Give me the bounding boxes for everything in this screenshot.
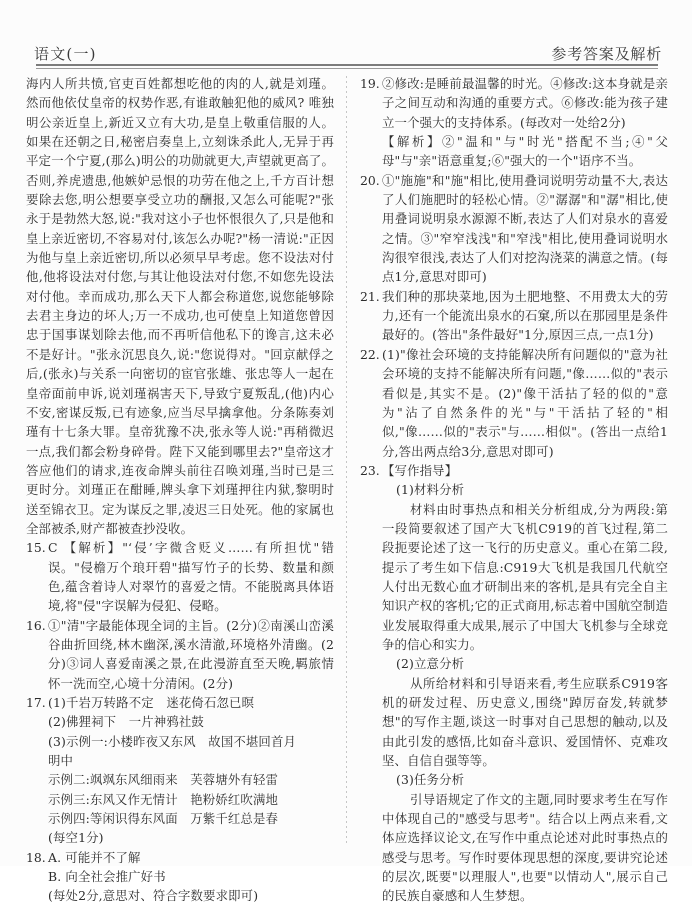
answer-item-18 bbox=[26, 848, 334, 867]
rule-thin bbox=[36, 68, 658, 69]
answer-text-18-line-2: (每处2分,意思对、符合字数要求即可) bbox=[48, 888, 259, 904]
answer-item-16 bbox=[26, 616, 334, 693]
answer-text-16: ①"清"字最能体现全词的主旨。(2分)②南溪山峦溪谷曲折回绕,林木幽深,溪水清澈,环境格外清幽。(2分)③词人喜爱南溪之景,在此漫游直至天晚,羁旅情怀一洗而空,心境十分清闲。(2分) bbox=[48, 617, 334, 691]
header-subtitle: 参考答案及解析 bbox=[551, 44, 662, 63]
answer-text-20: ①"施施"和"施"相比,使用叠词说明劳动量不大,表达了人们施肥时的轻松心情。②"潺潺"和"潺"相比,使用叠词说明泉水源源不断,表达了人们对泉水的喜爱之情。③"窄窄浅浅"和"窄浅"相比,使用叠词说明水沟很窄很浅,表达了人们对挖沟浇菜的满意之情。(每点1分,意思对即可) bbox=[382, 172, 668, 285]
answer-text-17-line-1: (2)佛狸祠下 一片神鸦社鼓 bbox=[48, 714, 204, 730]
writing-guidance-sub3-text: 引导语规定了作文的主题,同时要求考生在写作中体现自己的"感受与思考"。结合以上两点来看,文体应选择议论文,在写作中重点论述对此时事热点的感受与思考。写作时要体现思想的深度,要讲究论述的层次,既要"以理服人",也要"以情动人",展示自己的民族自豪感和人生梦想。 bbox=[382, 791, 668, 904]
answer-item-23 bbox=[360, 461, 668, 480]
answer-text-17-line-4: 示例二:飒飒东风细雨来 芙蓉塘外有轻雷 bbox=[48, 772, 279, 788]
answer-item-21 bbox=[360, 287, 668, 345]
answer-text-17-line-3: 明中 bbox=[48, 753, 74, 769]
answer-text-18-line-1: B. 向全社会推广好书 bbox=[48, 869, 166, 885]
answer-number-21: 21. bbox=[360, 288, 380, 304]
answer-text-19: ②修改:是睡前最温馨的时光。④修改:这本身就是亲子之间互动和沟通的重要方式。⑥修改:能为孩子建立一个强大的支持体系。(每改对一处给2分) bbox=[382, 76, 668, 130]
answer-item-17 bbox=[26, 693, 334, 712]
page-title: 语文(一) bbox=[34, 44, 97, 63]
answer-number-23: 23. bbox=[360, 462, 380, 478]
answer-item-22 bbox=[360, 345, 668, 461]
column-divider bbox=[346, 76, 347, 846]
header-divider-rule bbox=[36, 64, 658, 69]
answer-number-18: 18. bbox=[26, 849, 46, 865]
answer-analysis-19: 【解析】②"温和"与"时光"搭配不当;④"父母"与"亲"语意重复;⑥"强大的一个"语序不当。 bbox=[382, 134, 668, 169]
page-header bbox=[34, 28, 662, 62]
answer-text-17-line-7: (每空1分) bbox=[48, 830, 104, 846]
answer-number-17: 17. bbox=[26, 695, 46, 710]
answer-number-16: 16. bbox=[26, 617, 46, 633]
answer-number-20: 20. bbox=[360, 172, 380, 188]
answer-text-15: C 【解析】"‘侵’字微含贬义……有所担忧"错误。"侵檐万个琅玕碧"描写竹子的长势、数量和颜色,蕴含着诗人对翠竹的喜爱之情。不能脱离具体语境,将"侵"字误解为侵犯、侵略。 bbox=[48, 540, 334, 614]
writing-guidance-sub1-text: 材料由时事热点和相关分析组成,分为两段:第一段简要叙述了国产大飞机C919的首飞过程,第二段扼要论述了这一飞行的历史意义。重心在第二段,提示了考生如下信息:C919大飞机是我国几代航空人付出无数心血才研制出来的客机,是具有完全自主知识产权的客机;它的正式商用,标志着中国航空制造业发展取得重大成果,展示了中国大飞机参与全球竞争的信心和实力。 bbox=[382, 501, 668, 652]
answer-item-19 bbox=[360, 74, 668, 132]
writing-guidance-sub1-title: (1)材料分析 bbox=[396, 482, 465, 498]
answer-number-22: 22. bbox=[360, 346, 380, 362]
writing-guidance-sub2-title: (2)立意分析 bbox=[396, 656, 465, 672]
answer-item-20 bbox=[360, 171, 668, 287]
answer-number-19: 19. bbox=[360, 76, 380, 91]
right-column bbox=[360, 74, 668, 906]
answer-number-15: 15. bbox=[26, 540, 46, 556]
answer-text-18-line-0: A. 可能并不了解 bbox=[48, 849, 141, 865]
writing-guidance-sub2-text: 从所给材料和引导语来看,考生应联系C919客机的研发过程、历史意义,围绕"踔厉奋发,转就梦想"的写作主题,谈这一时事对自己思想的触动,以及由此引发的感悟,比如奋斗意识、爱国情怀、克难攻坚、自信自强等等。 bbox=[382, 675, 668, 769]
answer-text-17-line-5: 示例三:东风又作无情计 艳粉娇红吹满地 bbox=[48, 791, 279, 807]
answer-text-17-line-0: (1)千岩万转路不定 迷花倚石忽已暝 bbox=[48, 695, 255, 710]
answer-text-17-line-2: (3)示例一:小楼昨夜又东风 故国不堪回首月 bbox=[48, 733, 297, 749]
left-column bbox=[26, 74, 334, 906]
passage-translation: 海内人所共愤,官吏百姓都想吃他的肉的人,就是刘瑾。然而他依仗皇帝的权势作恶,有谁敢触犯他的威风? 唯独明公亲近皇上,新近又立有大功,是皇上敬重信服的人。如果在还朝之日,秘密启奏皇上,立刻诛杀此人,无异于再平定一个宁夏,(那么)明公的功勋就更大,声望就更高了。否则,养虎遗患,他嫉妒忌恨的功劳在他之上,千方百计想要除去您,明公想要享受立功的酬报,又怎么可能呢?"张永于是勃然大怒,说:"我对这小子也怀恨很久了,只是他和皇上亲近密切,不容易对付,该怎么办呢?"杨一清说:"正因为他与皇上亲近密切,所以必须早早考虑。您不设法对付他,他将设法对付您,与其让他设法对付您,不如您先设法对付他。幸而成功,那么天下人都会称道您,说您能够除去君主身边的坏人;万一不成功,也可使皇上知道您曾因忠于国事谋划除去他,而不再听信他私下的谗言,这未必不是好计。"张永沉思良久,说:"您说得对。"回京献俘之后,(张永)与关系一向密切的宦官张雄、张忠等人一起在皇帝面前申诉,说刘瑾祸害天下,导致宁夏叛乱,(他)内心不安,密谋反叛,已有迹象,应当尽早擒拿他。分条陈奏刘瑾有十七条大罪。皇帝犹豫不决,张永等人说:"再稍微迟一点,我们都会粉身碎骨。陛下又能到哪里去?"皇帝这才答应他们的请求,连夜命牌头前往召唤刘瑾,当时已是三更时分。刘瑾正在酣睡,牌头拿下刘瑾押往内狱,黎明时送至锦衣卫。定为谋反之罪,凌迟三日处死。他的家属也全部被杀,财产都被查抄没收。 bbox=[26, 76, 334, 536]
writing-guidance-heading: 【写作指导】 bbox=[382, 462, 458, 478]
answer-text-21: 我们种的那块菜地,因为土肥地整、不用费太大的劳力,还有一个能流出泉水的石窠,所以在那园里是条件最好的。(答出"条件最好"1分,原因三点,一点1分) bbox=[382, 288, 668, 343]
two-column-body bbox=[0, 74, 692, 904]
rule-thick bbox=[36, 64, 658, 66]
writing-guidance-sub3-title: (3)任务分析 bbox=[396, 772, 465, 788]
answer-text-22: (1)"像社会环境的支持能解决所有问题似的"意为社会环境的支持不能解决所有问题,"像……似的"表示看似是,其实不是。(2)"像干活拈了轻的似的"意为"沾了自然条件的光"与"干活拈了轻的"相似,"像……似的"表示"与……相似"。(答出一点给1分,答出两点给3分,意思对即可) bbox=[382, 346, 668, 459]
answer-item-15 bbox=[26, 538, 334, 615]
answer-text-17-line-6: 示例四:等闲识得东风面 万紫千红总是春 bbox=[48, 811, 279, 827]
